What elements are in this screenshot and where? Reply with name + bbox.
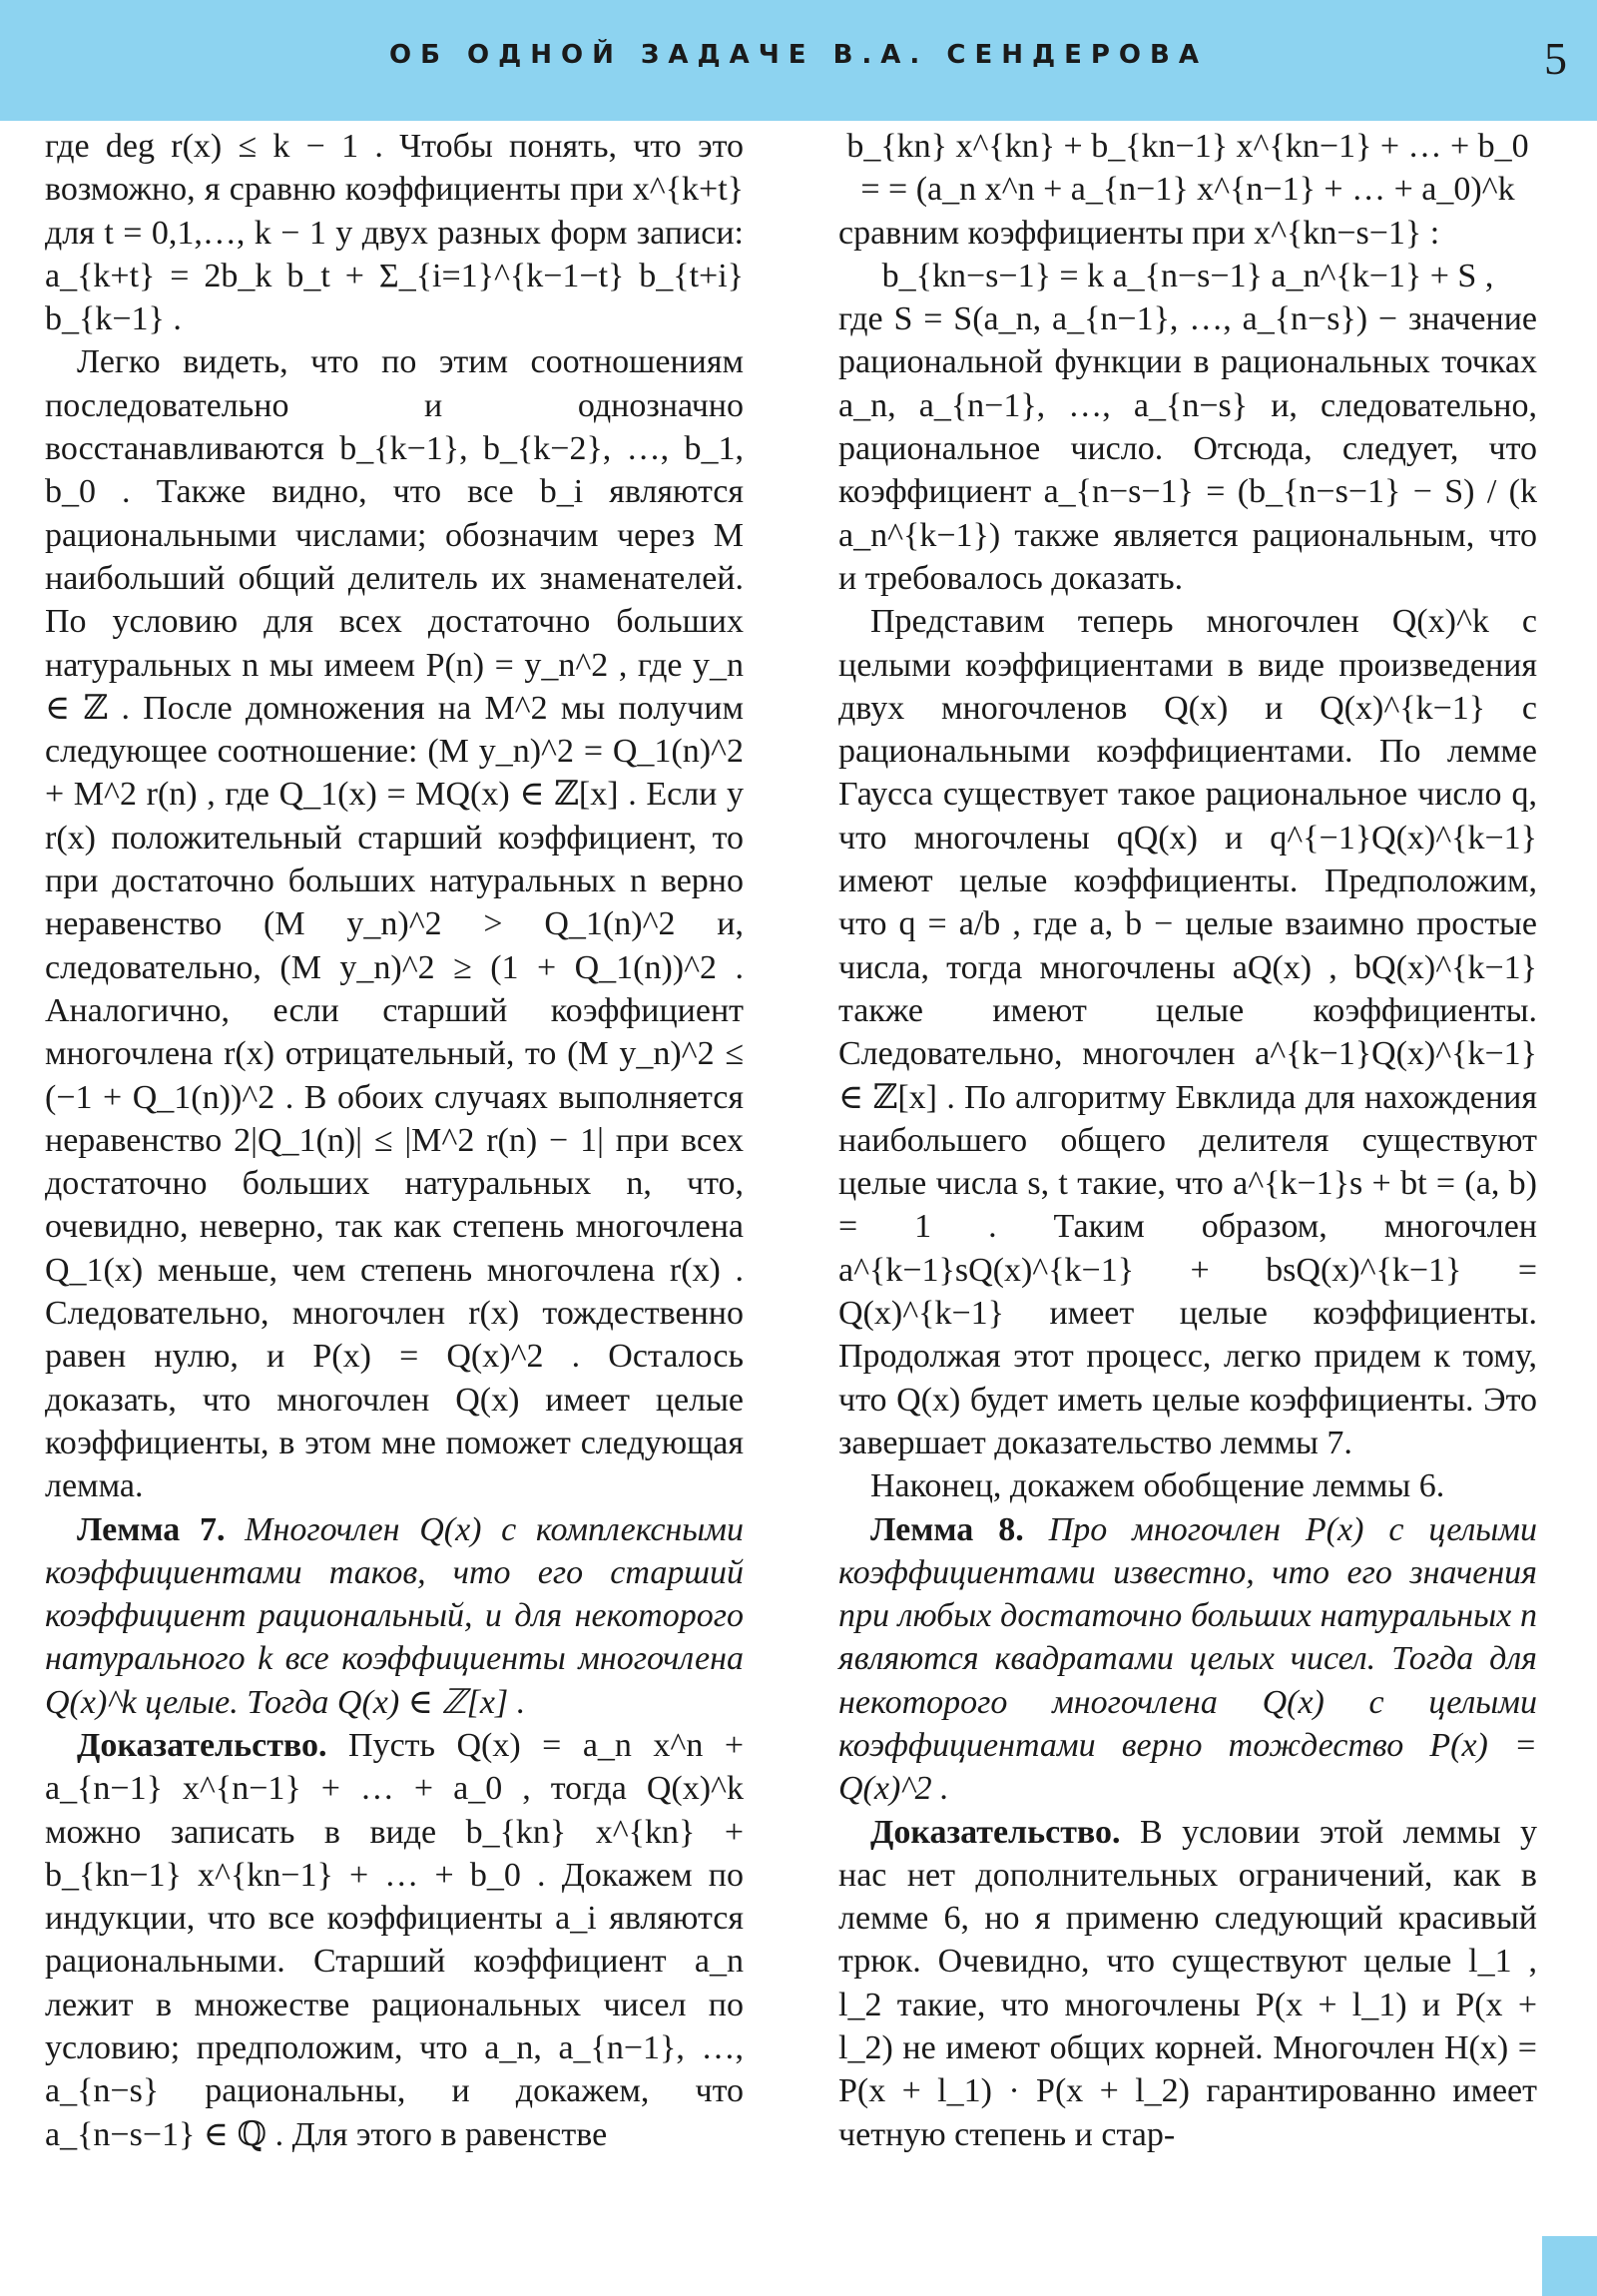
lemma-8-label: Лемма 8. [870,1510,1024,1548]
corner-tab [1542,2236,1597,2296]
right-para-4: Наконец, докажем обобщение леммы 6. [870,1467,1445,1505]
equation-1: b_{kn} x^{kn} + b_{kn−1} x^{kn−1} + … + b_0 = = (a_n x^n + a_{n−1} x^{n−1} + … + a_0)^k [846,128,1529,209]
left-column [45,125,744,2156]
left-para-1: где deg r(x) ≤ k − 1 . Чтобы понять, что это возможно, я сравню коэффициенты при x^{k+t} для t = 0,1,…, k − 1 у двух разных форм записи: a_{k+t} = 2b_k b_t + Σ_{i=1}^{k−1−t} b_{t+i} b_{k−1} . [45,128,744,338]
right-para-3: Представим теперь многочлен Q(x)^k с целыми коэффициентами в виде произведения двух многочленов Q(x) и Q(x)^{k−1} с рациональными коэффициентами. По лемме Гаусса существует такое рациональное число q, что многочлены qQ(x) и q^{−1}Q(x)^{k−1} имеют целые коэффициенты. Предположим, что q = a/b , где a, b − целые взаимно простые числа, тогда многочлены aQ(x) , bQ(x)^{k−1} также имеют целые коэффициенты. Следовательно, многочлен a^{k−1}Q(x)^{k−1} ∈ ℤ[x] . По алгоритму Евклида для нахождения наибольшего общего делителя существуют целые числа s, t такие, что a^{k−1}s + bt = (a, b) = 1 . Таким образом, многочлен a^{k−1}sQ(x)^{k−1} + bsQ(x)^{k−1} = Q(x)^{k−1} имеет целые коэффициенты. Продолжая этот процесс, легко придем к тому, что Q(x) будет иметь целые коэффициенты. Это завершает доказательство леммы 7. [838,603,1537,1461]
lemma-7-text: Многочлен Q(x) с комплексными коэффициентами таков, что его старший коэффициент рациональный, и для некоторого натурального k все коэффициенты многочлена Q(x)^k целые. Тогда Q(x) ∈ ℤ[x] . [45,1510,745,1721]
right-para-2: где S = S(a_n, a_{n−1}, …, a_{n−s}) − значение рациональной функции в рациональных точках a_n, a_{n−1}, …, a_{n−s} и, следовательно, рациональное число. Отсюда, следует, что коэффициент a_{n−s−1} = (b_{n−s−1} − S) / (k a_n^{k−1}) также является рациональным, что и требовалось доказать. [838,300,1537,597]
proof-lemma-8 [838,1811,1537,2156]
proof-lemma-7 [45,1724,744,2156]
lemma-8-text: Про многочлен P(x) с целыми коэффициентами известно, что его значения при любых достаточно больших натуральных n являются квадратами целых чисел. Тогда для некоторого многочлена Q(x) с целыми коэффициентами верно тождество P(x) = Q(x)^2 . [838,1510,1537,1808]
lemma-7-label: Лемма 7. [77,1510,226,1548]
page-number: 5 [1544,33,1567,84]
left-para-2: Легко видеть, что по этим соотношениям последовательно и однозначно восстанавливаются b_{k−1}, b_{k−2}, …, b_1, b_0 . Также видно, что все b_i являются рациональными числами; обозначим через M наибольший общий делитель их знаменателей. По условию для всех достаточно больших натуральных n мы имеем P(n) = y_n^2 , где y_n ∈ ℤ . После домножения на M^2 мы получим следующее соотношение: (M y_n)^2 = Q_1(n)^2 + M^2 r(n) , где Q_1(x) = MQ(x) ∈ ℤ[x] . Если у r(x) положительный старший коэффициент, то при достаточно больших натуральных n верно неравенство (M y_n)^2 > Q_1(n)^2 и, следовательно, (M y_n)^2 ≥ (1 + Q_1(n))^2 . Аналогично, если старший коэффициент многочлена r(x) отрицательный, то (M y_n)^2 ≤ (−1 + Q_1(n))^2 . В обоих случаях выполняется неравенство 2|Q_1(n)| ≤ |M^2 r(n) − 1| при всех достаточно больших натуральных n, что, очевидно, неверно, так как степень многочлена Q_1(x) меньше, чем степень многочлена r(x) . Следовательно, многочлен r(x) тождественно равен нулю, и P(x) = Q(x)^2 . Осталось доказать, что многочлен Q(x) имеет целые коэффициенты, в этом мне поможет следующая лемма. [45,343,744,1505]
lemma-8 [838,1508,1537,1811]
proof-label: Доказательство. [870,1813,1121,1851]
proof-text: В условии этой леммы у нас нет дополнительных ограничений, как в лемме 6, но я применю следующий красивый трюк. Очевидно, что существуют целые l_1 , l_2 такие, что многочлены P(x + l_1) и P(x + l_2) не имеют общих корней. Многочлен H(x) = P(x + l_1) · P(x + l_2) гарантированно имеет четную степень и стар- [838,1813,1538,2153]
lemma-7 [45,1508,744,1724]
proof-label: Доказательство. [77,1726,327,1764]
right-column [838,125,1537,2156]
right-para-1: сравним коэффициенты при x^{kn−s−1} : [838,214,1440,252]
proof-text: Пусть Q(x) = a_n x^n + a_{n−1} x^{n−1} + … + a_0 , тогда Q(x)^k можно записать в виде b_{kn} x^{kn} + b_{kn−1} x^{kn−1} + … + b_0 . Докажем по индукции, что все коэффициенты a_i являются рациональными. Старший коэффициент a_n лежит в множестве рациональных чисел по условию; предположим, что a_n, a_{n−1}, …, a_{n−s} рациональны, и докажем, что a_{n−s−1} ∈ ℚ . Для этого в равенстве [45,1726,744,2153]
running-title: ОБ ОДНОЙ ЗАДАЧЕ В.А. СЕНДЕРОВА [389,40,1208,70]
header-band [0,0,1597,121]
equation-2: b_{kn−s−1} = k a_{n−s−1} a_n^{k−1} + S , [881,257,1494,294]
